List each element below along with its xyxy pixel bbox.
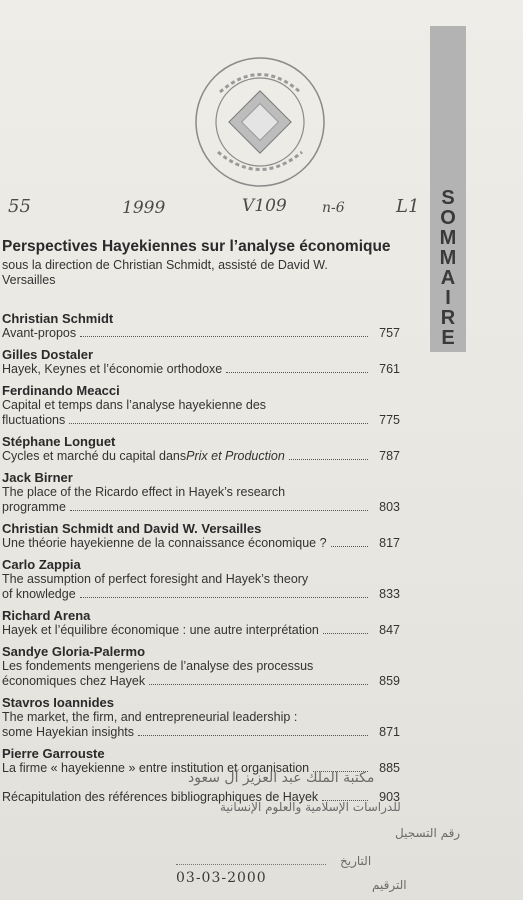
toc-title-row (2, 500, 400, 515)
toc-leader-dots (149, 675, 368, 685)
sidebar-letter: S (441, 187, 455, 209)
sidebar-letter: A (440, 267, 456, 289)
toc-entry (2, 311, 400, 341)
toc-title-italic: Prix et Production (186, 449, 285, 463)
arabic-annotation: الترقيم (372, 878, 407, 892)
sidebar-letter: I (445, 287, 451, 309)
toc-title-row (2, 326, 400, 341)
toc-page-number: 833 (379, 587, 400, 601)
toc-leader-dots (289, 450, 368, 460)
toc-author: Richard Arena (2, 608, 91, 623)
toc-leader-dots (80, 588, 368, 598)
toc-title-row (2, 674, 400, 689)
arabic-annotation: رقم التسجيل (395, 826, 461, 840)
sidebar-letter: O (440, 207, 456, 229)
toc-title-line: Capital et temps dans l’analyse hayekienne des (2, 398, 267, 412)
sidebar-letter: R (440, 307, 456, 329)
toc-page-number: 871 (379, 725, 400, 739)
handwritten-year: 1999 (122, 198, 166, 218)
toc-leader-dots (138, 726, 368, 736)
toc-entry (2, 521, 400, 551)
table-of-contents (2, 311, 400, 811)
toc-entry (2, 608, 400, 638)
toc-entry (2, 695, 400, 740)
date-stamp: 03-03-2000 (176, 870, 267, 886)
toc-author: Jack Birner (2, 470, 73, 485)
toc-page-number: 775 (379, 413, 400, 427)
toc-title-row (2, 587, 400, 602)
toc-title-row (2, 449, 400, 464)
toc-title-line: Cycles et marché du capital dans (2, 449, 187, 463)
toc-entry (2, 434, 400, 464)
toc-page-number: 787 (379, 449, 400, 463)
page-subtitle: sous la direction de Christian Schmidt, assisté de David W. Versailles (2, 258, 328, 287)
toc-title-line: some Hayekian insights (2, 725, 135, 739)
toc-author: Gilles Dostaler (2, 347, 94, 362)
toc-leader-dots (331, 537, 368, 547)
stamp-line (176, 864, 326, 865)
toc-author: Ferdinando Meacci (2, 383, 120, 398)
toc-title-row (2, 623, 400, 638)
toc-entry (2, 644, 400, 689)
toc-leader-dots (69, 414, 368, 424)
toc-title-line: The market, the firm, and entrepreneurial leadership : (2, 710, 298, 724)
handwritten-number: n-6 (322, 200, 345, 216)
toc-title-row (2, 413, 400, 428)
toc-title-line: Hayek et l’équilibre économique : une autre interprétation (2, 623, 319, 637)
toc-title-line: programme (2, 500, 66, 514)
toc-title-line: The place of the Ricardo effect in Hayek’s research (2, 485, 286, 499)
toc-page-number: 761 (379, 362, 400, 376)
toc-page-number: 847 (379, 623, 400, 637)
toc-title-row (2, 725, 400, 740)
handwritten-right: L1 (396, 196, 420, 217)
toc-entry (2, 557, 400, 602)
toc-page-number: 885 (379, 761, 400, 775)
toc-page-number: 757 (379, 326, 400, 340)
toc-author: Stéphane Longuet (2, 434, 116, 449)
toc-title-line: Avant-propos (2, 326, 77, 340)
arabic-annotation: مكتبة الملك عبد العزيز آل سعود (188, 770, 375, 786)
toc-author: Christian Schmidt (2, 311, 114, 326)
toc-title-line: La firme « hayekienne » entre institution et organisation (2, 761, 310, 775)
toc-entry (2, 383, 400, 428)
toc-leader-dots (323, 624, 368, 634)
toc-leader-dots (80, 327, 368, 337)
sidebar-letter: M (439, 247, 457, 269)
sidebar-letter: M (439, 227, 457, 249)
toc-title-row (2, 536, 400, 551)
toc-entry (2, 470, 400, 515)
page-title: Perspectives Hayekiennes sur l’analyse économique (2, 238, 391, 255)
toc-title-line: économiques chez Hayek (2, 674, 146, 688)
toc-author: Carlo Zappia (2, 557, 81, 572)
handwritten-volume: V109 (242, 196, 287, 216)
toc-author: Pierre Garrouste (2, 746, 105, 761)
toc-leader-dots (226, 363, 368, 373)
arabic-annotation: التاريخ (340, 854, 372, 868)
toc-page-number: 903 (379, 790, 400, 804)
arabic-annotation: للدراسات الإسلامية والعلوم الإنسانية (220, 800, 401, 814)
toc-title-line: Hayek, Keynes et l’économie orthodoxe (2, 362, 223, 376)
toc-page-number: 859 (379, 674, 400, 688)
toc-leader-dots (70, 501, 368, 511)
toc-title-line: fluctuations (2, 413, 66, 427)
toc-page-number: 817 (379, 536, 400, 550)
toc-title-row (2, 362, 400, 377)
toc-title-line: Récapitulation des références bibliographiques de Hayek (2, 790, 319, 804)
sidebar-letter: E (441, 327, 455, 349)
toc-author: Sandye Gloria-Palermo (2, 644, 146, 659)
toc-title-line: of knowledge (2, 587, 76, 601)
toc-title-line: The assumption of perfect foresight and Hayek’s theory (2, 572, 309, 586)
handwritten-left: 55 (8, 196, 31, 217)
toc-page-number: 803 (379, 500, 400, 514)
toc-title-line: Une théorie hayekienne de la connaissance économique ? (2, 536, 327, 550)
toc-author: Stavros Ioannides (2, 695, 114, 710)
toc-author: Christian Schmidt and David W. Versailles (2, 521, 262, 536)
toc-entry (2, 347, 400, 377)
toc-title-line: Les fondements mengeriens de l’analyse des processus (2, 659, 314, 673)
